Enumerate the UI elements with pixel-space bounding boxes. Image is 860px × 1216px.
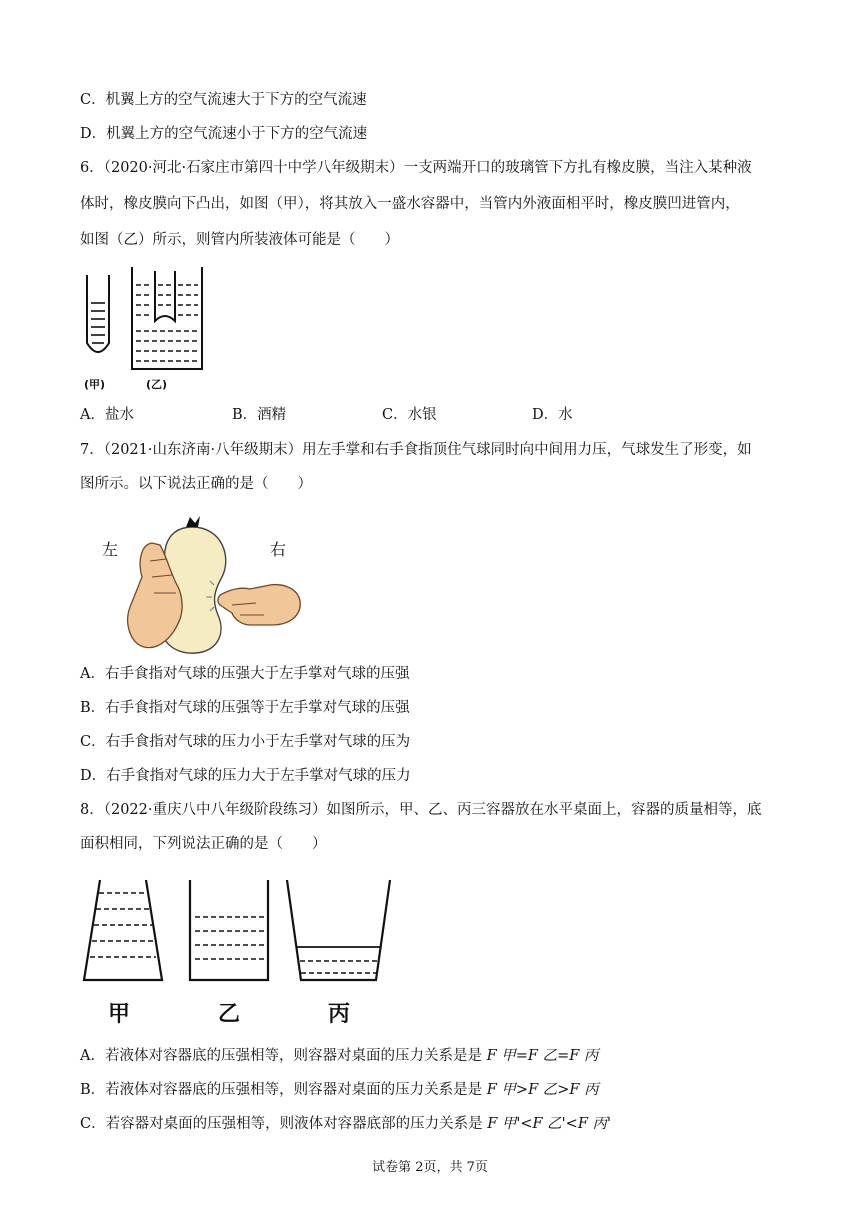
q6-label-yi: (乙)	[146, 378, 168, 391]
q6-option-c: C．水银	[382, 407, 437, 423]
q7-label-left: 左	[102, 540, 119, 559]
q8-option-a	[80, 1046, 598, 1066]
q8-label-jia: 甲	[108, 1002, 131, 1027]
q8-option-b-text: B．若液体对容器底的压强相等，则容器对桌面的压力关系是是	[80, 1082, 483, 1098]
q8-stem-line1: 8．（2022·重庆八中八年级阶段练习）如图所示，甲、乙、丙三容器放在水平桌面上，容器的质量相等，底	[80, 802, 762, 818]
q6-option-d: D．水	[532, 407, 573, 423]
q8-option-b-formula: F 甲>F 乙>F 丙	[486, 1082, 599, 1098]
q6-stem-line3: 如图（乙）所示，则管内所装液体可能是（ ）	[80, 232, 399, 248]
q6-options	[80, 405, 780, 425]
right-hand	[218, 585, 300, 625]
q6-stem-line1: 6．（2020·河北·石家庄市第四十中学八年级期末）一支两端开口的玻璃管下方扎有橡皮膜，当注入某种液	[80, 160, 752, 176]
q5-option-c: C．机翼上方的空气流速大于下方的空气流速	[80, 92, 367, 108]
page-footer: 试卷第 2页，共 7页	[372, 1160, 488, 1175]
container-yi	[132, 267, 202, 369]
q6-label-jia: (甲)	[84, 378, 106, 391]
q8-label-yi: 乙	[218, 1002, 241, 1027]
q6-option-a: A．盐水	[80, 407, 134, 423]
q8-option-a-text: A．若液体对容器底的压强相等，则容器对桌面的压力关系是是	[80, 1048, 482, 1064]
q8-label-bing: 丙	[328, 1002, 351, 1027]
q8-option-b	[80, 1080, 599, 1100]
q7-option-d: D．右手食指对气球的压力大于左手掌对气球的压力	[80, 768, 411, 784]
container-yi	[190, 880, 268, 980]
q8-option-c-formula: F 甲'<F 乙'<F 丙'	[487, 1116, 611, 1132]
q5-option-d: D．机翼上方的空气流速小于下方的空气流速	[80, 126, 368, 142]
tube-jia	[87, 275, 109, 352]
balloon-knot	[186, 516, 200, 527]
container-jia	[84, 880, 162, 980]
q8-option-a-formula: F 甲=F 乙=F 丙	[486, 1048, 599, 1064]
q7-option-a: A．右手食指对气球的压强大于左手掌对气球的压强	[80, 666, 410, 682]
q7-stem-line2: 图所示。以下说法正确的是（ ）	[80, 476, 312, 492]
q7-label-right: 右	[270, 540, 287, 559]
q8-figure-containers	[80, 875, 400, 1030]
q7-figure-balloon	[100, 515, 310, 660]
container-bing	[287, 880, 390, 980]
q6-stem-line2: 体时，橡皮膜向下凸出，如图（甲），将其放入一盛水容器中，当管内外液面相平时，橡皮膜凹进管内，	[80, 196, 740, 212]
q6-figure-tubes	[80, 265, 220, 395]
q8-option-c	[80, 1114, 611, 1134]
q8-option-c-text: C．若容器对桌面的压强相等，则液体对容器底部的压力关系是	[80, 1116, 483, 1132]
q7-option-c: C．右手食指对气球的压力小于左手掌对气球的压为	[80, 734, 411, 750]
q8-stem-line2: 面积相同，下列说法正确的是（ ）	[80, 836, 327, 852]
q7-option-b: B．右手食指对气球的压强等于左手掌对气球的压强	[80, 700, 410, 716]
q7-stem-line1: 7．（2021·山东济南·八年级期末）用左手掌和右手食指顶住气球同时向中间用力压，气球发生了形变，如	[80, 442, 752, 458]
q6-option-b: B．酒精	[232, 407, 287, 423]
